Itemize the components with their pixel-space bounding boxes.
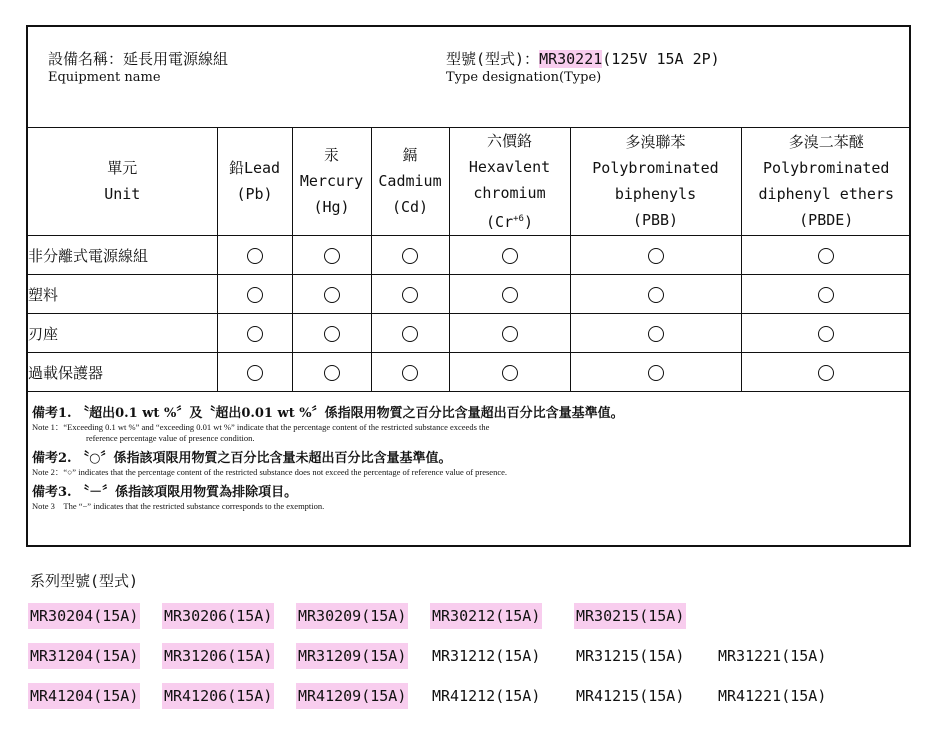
- circle-mark-icon: [247, 326, 263, 342]
- circle-mark-icon: [247, 248, 263, 264]
- type-designation-zh: [446, 49, 720, 69]
- presence-cell: [570, 275, 741, 314]
- chromium-symbol-base: (Cr: [486, 212, 514, 231]
- equipment-name-block: [48, 49, 228, 87]
- circle-mark-icon: [818, 248, 834, 264]
- series-model: MR30204(15A): [28, 603, 140, 629]
- presence-cell: [217, 275, 292, 314]
- presence-cell: [449, 353, 570, 392]
- col-pbde-en1: Polybrominated: [763, 159, 890, 177]
- presence-cell: [217, 236, 292, 275]
- circle-mark-icon: [502, 326, 518, 342]
- col-chromium-symbol: [450, 206, 570, 235]
- table-row: [28, 236, 911, 275]
- col-chromium: [449, 127, 570, 236]
- presence-cell: [371, 314, 449, 353]
- note-1-en: Note 1：“Exceeding 0.1 wt %” and “exceeding 0.01 wt %” indicate that the percentage content of the restricted substance exceeds the: [32, 422, 490, 432]
- series-model: MR30212(15A): [430, 603, 542, 629]
- circle-mark-icon: [324, 365, 340, 381]
- col-pbde-zh: 多溴二苯醚: [788, 133, 864, 151]
- circle-mark-icon: [502, 248, 518, 264]
- col-lead: [217, 127, 292, 236]
- presence-cell: [741, 314, 911, 353]
- chromium-symbol-charge: +6: [513, 213, 524, 224]
- col-mercury-en: Mercury: [299, 172, 364, 190]
- presence-cell: [741, 275, 911, 314]
- circle-mark-icon: [324, 326, 340, 342]
- col-mercury-zh: 汞: [323, 146, 339, 164]
- presence-cell: [741, 353, 911, 392]
- table-row: [28, 353, 911, 392]
- presence-cell: [292, 353, 371, 392]
- series-model: MR41215(15A): [576, 687, 685, 705]
- series-model: MR41206(15A): [162, 683, 274, 709]
- presence-cell: [292, 314, 371, 353]
- notes-section: [32, 405, 902, 512]
- presence-cell: [570, 314, 741, 353]
- circle-mark-icon: [247, 287, 263, 303]
- presence-cell: [292, 236, 371, 275]
- row-name: 非分離式電源線組: [28, 236, 217, 275]
- presence-cell: [217, 353, 292, 392]
- substance-table: [28, 127, 911, 392]
- circle-mark-icon: [402, 248, 418, 264]
- presence-cell: [371, 236, 449, 275]
- equipment-name-zh: 設備名稱：延長用電源線組: [48, 50, 229, 68]
- table-row: [28, 314, 911, 353]
- series-model: MR30209(15A): [296, 603, 408, 629]
- col-unit: [28, 127, 217, 236]
- type-designation-en: Type designation(Type): [446, 70, 602, 85]
- note-1-en-cont: reference percentage value of presence condition.: [86, 433, 255, 443]
- series-model: MR31206(15A): [162, 643, 274, 669]
- row-name: 過載保護器: [28, 353, 217, 392]
- series-model: MR41221(15A): [718, 687, 827, 705]
- circle-mark-icon: [648, 365, 664, 381]
- col-pbb-symbol: (PBB): [632, 211, 679, 229]
- equipment-name-en: Equipment name: [48, 70, 161, 85]
- presence-cell: [449, 236, 570, 275]
- series-title: 系列型號(型式): [30, 572, 139, 590]
- type-spec: (125V 15A 2P): [602, 50, 720, 68]
- col-pbb-en1: Polybrominated: [592, 159, 719, 177]
- circle-mark-icon: [502, 365, 518, 381]
- declaration-table-frame: [26, 25, 911, 547]
- col-cadmium-zh: 鎘: [402, 146, 418, 164]
- note-3-zh: 備考3. 〝－〞係指該項限用物質為排除項目。: [32, 485, 298, 500]
- circle-mark-icon: [247, 365, 263, 381]
- type-prefix: 型號(型式)：: [446, 50, 540, 68]
- presence-cell: [741, 236, 911, 275]
- circle-mark-icon: [818, 287, 834, 303]
- circle-mark-icon: [648, 287, 664, 303]
- col-unit-zh: 單元: [107, 159, 138, 177]
- series-model: MR41209(15A): [296, 683, 408, 709]
- col-lead-line1: 鉛Lead: [228, 159, 281, 177]
- col-pbb-zh: 多溴聯苯: [625, 133, 686, 151]
- table-row: [28, 275, 911, 314]
- row-name: 塑料: [28, 275, 217, 314]
- col-pbb: [570, 127, 741, 236]
- circle-mark-icon: [648, 248, 664, 264]
- col-chromium-zh: 六價鉻: [486, 131, 532, 150]
- type-designation-block: [446, 49, 720, 87]
- col-lead-line2: (Pb): [236, 185, 273, 203]
- col-chromium-en2: chromium: [473, 183, 546, 202]
- series-model: MR31204(15A): [28, 643, 140, 669]
- circle-mark-icon: [818, 365, 834, 381]
- presence-cell: [449, 275, 570, 314]
- col-mercury: [292, 127, 371, 236]
- series-model: MR31209(15A): [296, 643, 408, 669]
- presence-cell: [371, 275, 449, 314]
- note-2-zh: 備考2. 〝○〞係指該項限用物質之百分比含量未超出百分比含量基準值。: [32, 451, 452, 466]
- presence-cell: [570, 353, 741, 392]
- circle-mark-icon: [324, 248, 340, 264]
- presence-cell: [217, 314, 292, 353]
- series-model: MR41204(15A): [28, 683, 140, 709]
- equipment-header: [28, 27, 909, 128]
- col-pbde: [741, 127, 911, 236]
- col-pbde-symbol: (PBDE): [799, 211, 854, 229]
- circle-mark-icon: [648, 326, 664, 342]
- row-name: 刃座: [28, 314, 217, 353]
- circle-mark-icon: [402, 287, 418, 303]
- table-body: [28, 236, 911, 392]
- note-2-en: Note 2：“○” indicates that the percentage content of the restricted substance does not exceed the percentage of reference value of presence.: [32, 467, 507, 477]
- col-pbde-en2: diphenyl ethers: [758, 185, 894, 203]
- series-model: MR30215(15A): [574, 603, 686, 629]
- series-model: MR30206(15A): [162, 603, 274, 629]
- circle-mark-icon: [502, 287, 518, 303]
- chromium-symbol-close: ): [523, 212, 533, 231]
- circle-mark-icon: [402, 365, 418, 381]
- col-cadmium: [371, 127, 449, 236]
- table-header-row: [28, 127, 911, 236]
- col-pbb-en2: biphenyls: [614, 185, 697, 203]
- col-cadmium-en: Cadmium: [378, 172, 442, 190]
- presence-cell: [449, 314, 570, 353]
- circle-mark-icon: [818, 326, 834, 342]
- type-model: MR30221: [539, 50, 603, 68]
- presence-cell: [292, 275, 371, 314]
- series-model: MR41212(15A): [432, 687, 541, 705]
- col-chromium-en1: Hexavlent: [468, 157, 551, 176]
- series-model: MR31215(15A): [576, 647, 685, 665]
- circle-mark-icon: [324, 287, 340, 303]
- col-mercury-symbol: (Hg): [313, 198, 350, 216]
- col-unit-en: Unit: [104, 185, 141, 203]
- circle-mark-icon: [402, 326, 418, 342]
- presence-cell: [570, 236, 741, 275]
- note-3-en: Note 3 The “−” indicates that the restricted substance corresponds to the exemption.: [32, 501, 325, 511]
- note-1-zh: 備考1. 〝超出0.1 wt %〞及〝超出0.01 wt %〞係指限用物質之百分比含量超出百分比含量基準值。: [32, 406, 624, 421]
- series-model: MR31221(15A): [718, 647, 827, 665]
- presence-cell: [371, 353, 449, 392]
- col-cadmium-symbol: (Cd): [391, 198, 429, 216]
- series-model: MR31212(15A): [432, 647, 541, 665]
